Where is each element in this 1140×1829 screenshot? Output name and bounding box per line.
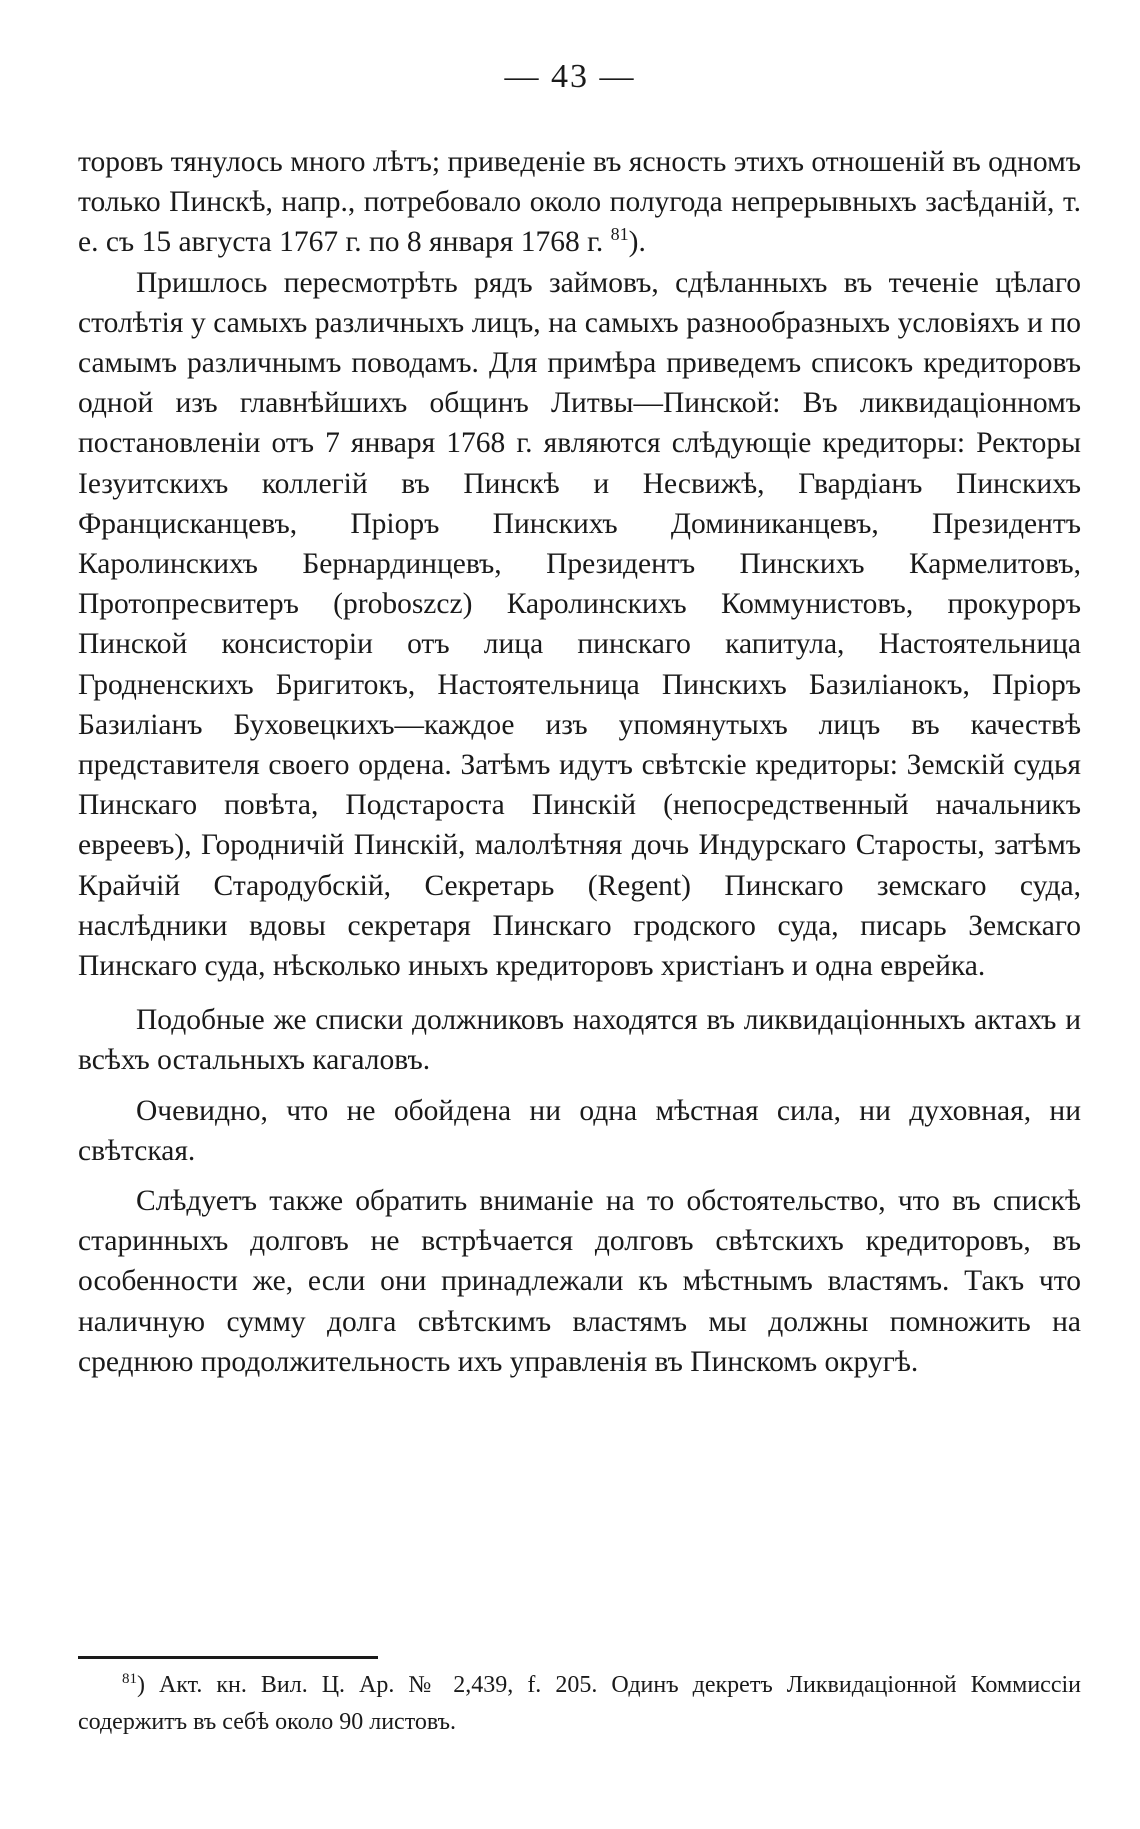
paragraph-4: Очевидно, что не обойдена ни одна мѣстная сила, ни духовная, ни свѣтская. [78,1094,1081,1167]
footnote-text: ) Акт. кн. Вил. Ц. Ар. № 2,439, f. 205. Одинъ декретъ Ликвидаціонной Коммиссіи содержитъ въ себѣ около 90 листовъ. [78,1672,1081,1735]
paragraph-1 [78,142,1081,263]
footnote [78,1667,1081,1741]
paragraph-1-tail: ). [628,226,646,259]
paragraph-5: Слѣдуетъ также обратить вниманіе на то обстоятельство, что въ спискѣ старинныхъ долговъ не встрѣчается долговъ свѣтскихъ кредиторовъ, въ особенности же, если они принадлежали къ мѣстнымъ властямъ. Такъ что наличную сумму долга свѣтскимъ властямъ мы должны помножить на среднюю продолжительность ихъ управленія въ Пинскомъ округѣ. [78,1185,1081,1378]
footnote-marker: 81 [122,1671,137,1687]
paragraph-1-text: торовъ тянулось много лѣтъ; приведеніе въ ясность этихъ отношеній въ одномъ только Пинскѣ, напр., потребовало около полугода непрерывныхъ засѣданій, т. е. съ 15 августа 1767 г. по 8 января 1768 г. [78,146,1081,259]
paragraph-2: Пришлось пересмотрѣть рядъ займовъ, сдѣланныхъ въ теченіе цѣлаго столѣтія у самыхъ различныхъ лицъ, на самыхъ разнообразныхъ условіяхъ и по самымъ различнымъ поводамъ. Для примѣра приведемъ списокъ кредиторовъ одной изъ главнѣйшихъ общинъ Литвы—Пинской: Въ ликвидаціонномъ постановленіи отъ 7 января 1768 г. являются слѣдующіе кредиторы: Ректоры Іезуитскихъ коллегій въ Пинскѣ и Несвижѣ, Гвардіанъ Пинскихъ Францисканцевъ, Пріоръ Пинскихъ Доминиканцевъ, Президентъ Каролинскихъ Бернардинцевъ, Президентъ Пинскихъ Кармелитовъ, Протопресвитеръ (proboszcz) Каролинскихъ Коммунистовъ, прокуроръ Пинской консисторіи отъ лица пинскаго капитула, Настоятельница Гродненскихъ Бригитокъ, Настоятельница Пинскихъ Базиліанокъ, Пріоръ Базиліанъ Буховецкихъ—каждое изъ упомянутыхъ лицъ въ качествѣ представителя своего ордена. Затѣмъ идутъ свѣтскіе кредиторы: Земскій судья Пинскаго повѣта, Подстароста Пинскій (непосредственный начальникъ евреевъ), Городничій Пинскій, малолѣтняя дочь Индурскаго Старосты, затѣмъ Крайчій Стародубскій, Секретарь (Regent) Пинскаго земскаго суда, наслѣдники вдовы секретаря Пинскаго гродского суда, писарь Земскаго Пинскаго суда, нѣсколько иныхъ кредиторовъ христіанъ и одна еврейка. [78,266,1081,983]
footnote-divider [78,1656,378,1659]
main-text [78,142,1081,1382]
page-number: — 43 — [504,58,636,95]
footnote-ref-81: 81 [610,224,629,245]
paragraph-3: Подобные же списки должниковъ находятся въ ликвидаціонныхъ актахъ и всѣхъ остальныхъ кагаловъ. [78,1004,1081,1077]
